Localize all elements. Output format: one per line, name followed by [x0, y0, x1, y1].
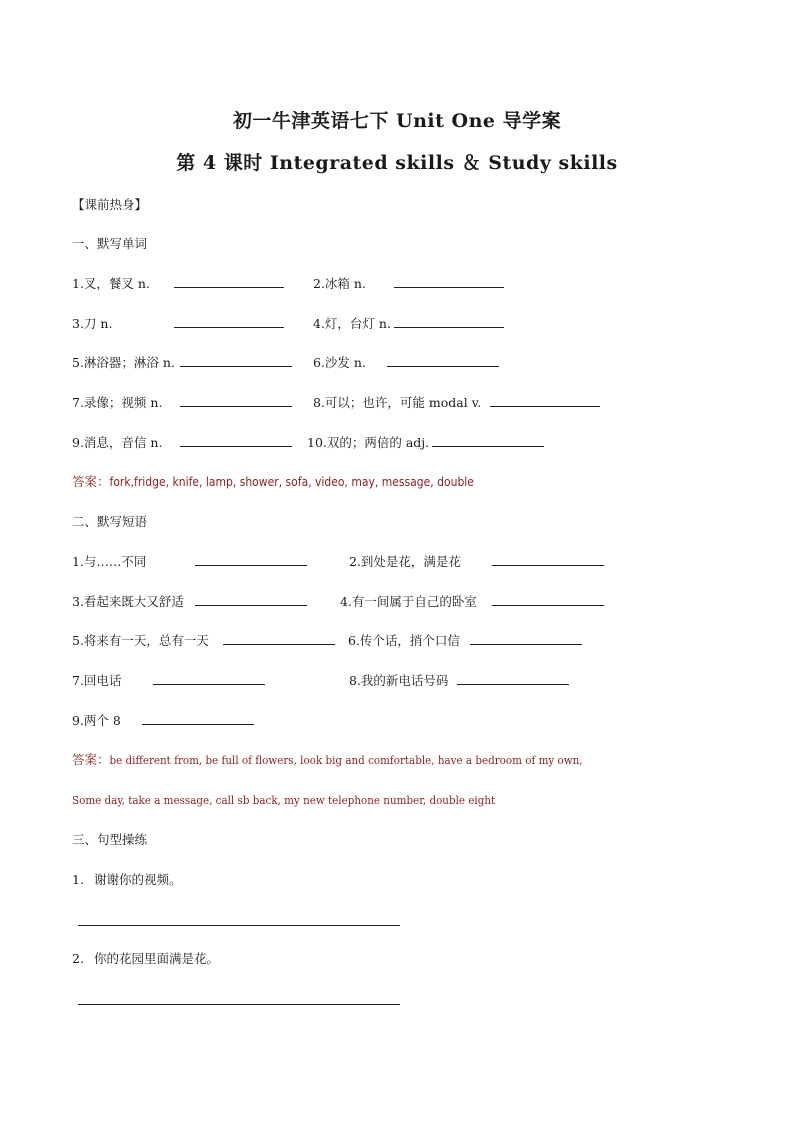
answer-line-1[interactable]	[78, 925, 400, 926]
phrase-item-6: 6.传个话，捎个口信	[348, 633, 460, 648]
phrase-item-7: 7.回电话	[72, 673, 122, 688]
word-blank-10[interactable]	[432, 434, 544, 447]
word-blank-9[interactable]	[180, 434, 292, 447]
phrase-blank-1[interactable]	[195, 553, 307, 566]
word-blank-4[interactable]	[394, 315, 504, 328]
section-3-heading: 三、句型操练	[72, 832, 148, 847]
phrase-item-1: 1.与……不同	[72, 554, 147, 569]
phrase-item-3: 3.看起来既大又舒适	[72, 594, 184, 609]
word-blank-3[interactable]	[174, 315, 284, 328]
phrase-blank-9[interactable]	[142, 712, 254, 725]
word-blank-8[interactable]	[490, 394, 600, 407]
question-number: 1.	[72, 872, 84, 887]
section-1-answer	[72, 473, 474, 491]
word-blank-2[interactable]	[394, 275, 504, 288]
word-item-5: 5.淋浴器；淋浴 n.	[72, 355, 175, 370]
word-item-4: 4.灯，台灯 n.	[313, 316, 391, 331]
phrase-blank-6[interactable]	[470, 632, 582, 645]
lesson-subtitle: 第 4 课时 Integrated skills ＆ Study skills	[176, 152, 618, 174]
word-item-6: 6.沙发 n.	[313, 355, 366, 370]
word-blank-1[interactable]	[174, 275, 284, 288]
phrase-item-2: 2.到处是花，满是花	[349, 554, 461, 569]
phrase-blank-8[interactable]	[457, 672, 569, 685]
word-blank-7[interactable]	[180, 394, 292, 407]
phrase-blank-7[interactable]	[153, 672, 265, 685]
word-item-2: 2.冰箱 n.	[313, 276, 366, 291]
answer-text: Some day, take a message, call sb back, my new telephone number, double eight	[72, 793, 496, 807]
phrase-item-5: 5.将来有一天，总有一天	[72, 633, 209, 648]
word-item-1: 1.叉，餐叉 n.	[72, 276, 150, 291]
answer-label: 答案：	[72, 474, 110, 489]
phrase-item-8: 8.我的新电话号码	[349, 673, 449, 688]
phrase-item-9: 9.两个 8	[72, 713, 121, 728]
question-text: 你的花园里面满是花。	[93, 951, 219, 966]
word-item-8: 8.可以；也许，可能 modal v.	[313, 395, 482, 410]
section-2-answer-line-2	[72, 791, 495, 809]
phrase-blank-5[interactable]	[223, 632, 335, 645]
answer-label: 答案：	[72, 752, 110, 767]
word-blank-6[interactable]	[387, 354, 499, 367]
section-2-answer-line-1	[72, 751, 583, 769]
word-item-9: 9.消息，音信 n.	[72, 435, 163, 450]
sentence-question-2	[72, 950, 219, 968]
sentence-question-1	[72, 871, 181, 889]
phrase-item-4: 4.有一间属于自己的卧室	[340, 594, 477, 609]
answer-text: fork,fridge, knife, lamp, shower, sofa, video, may, message, double	[109, 475, 474, 489]
question-text: 谢谢你的视频。	[93, 872, 182, 887]
word-item-7: 7.录像；视频 n.	[72, 395, 163, 410]
phrase-blank-2[interactable]	[492, 553, 604, 566]
word-item-3: 3.刀 n.	[72, 316, 113, 331]
warmup-label: 【课前热身】	[72, 197, 148, 212]
question-number: 2.	[72, 951, 84, 966]
word-item-10: 10.双的；两倍的 adj.	[307, 435, 430, 450]
answer-text: be different from, be full of flowers, look big and comfortable, have a bedroom of my own,	[109, 753, 583, 767]
section-2-heading: 二、默写短语	[72, 514, 148, 529]
word-blank-5[interactable]	[180, 354, 292, 367]
answer-line-2[interactable]	[78, 1004, 400, 1005]
section-1-heading: 一、默写单词	[72, 236, 148, 251]
page-title: 初一牛津英语七下 Unit One 导学案	[232, 110, 562, 132]
phrase-blank-4[interactable]	[492, 593, 604, 606]
phrase-blank-3[interactable]	[195, 593, 307, 606]
